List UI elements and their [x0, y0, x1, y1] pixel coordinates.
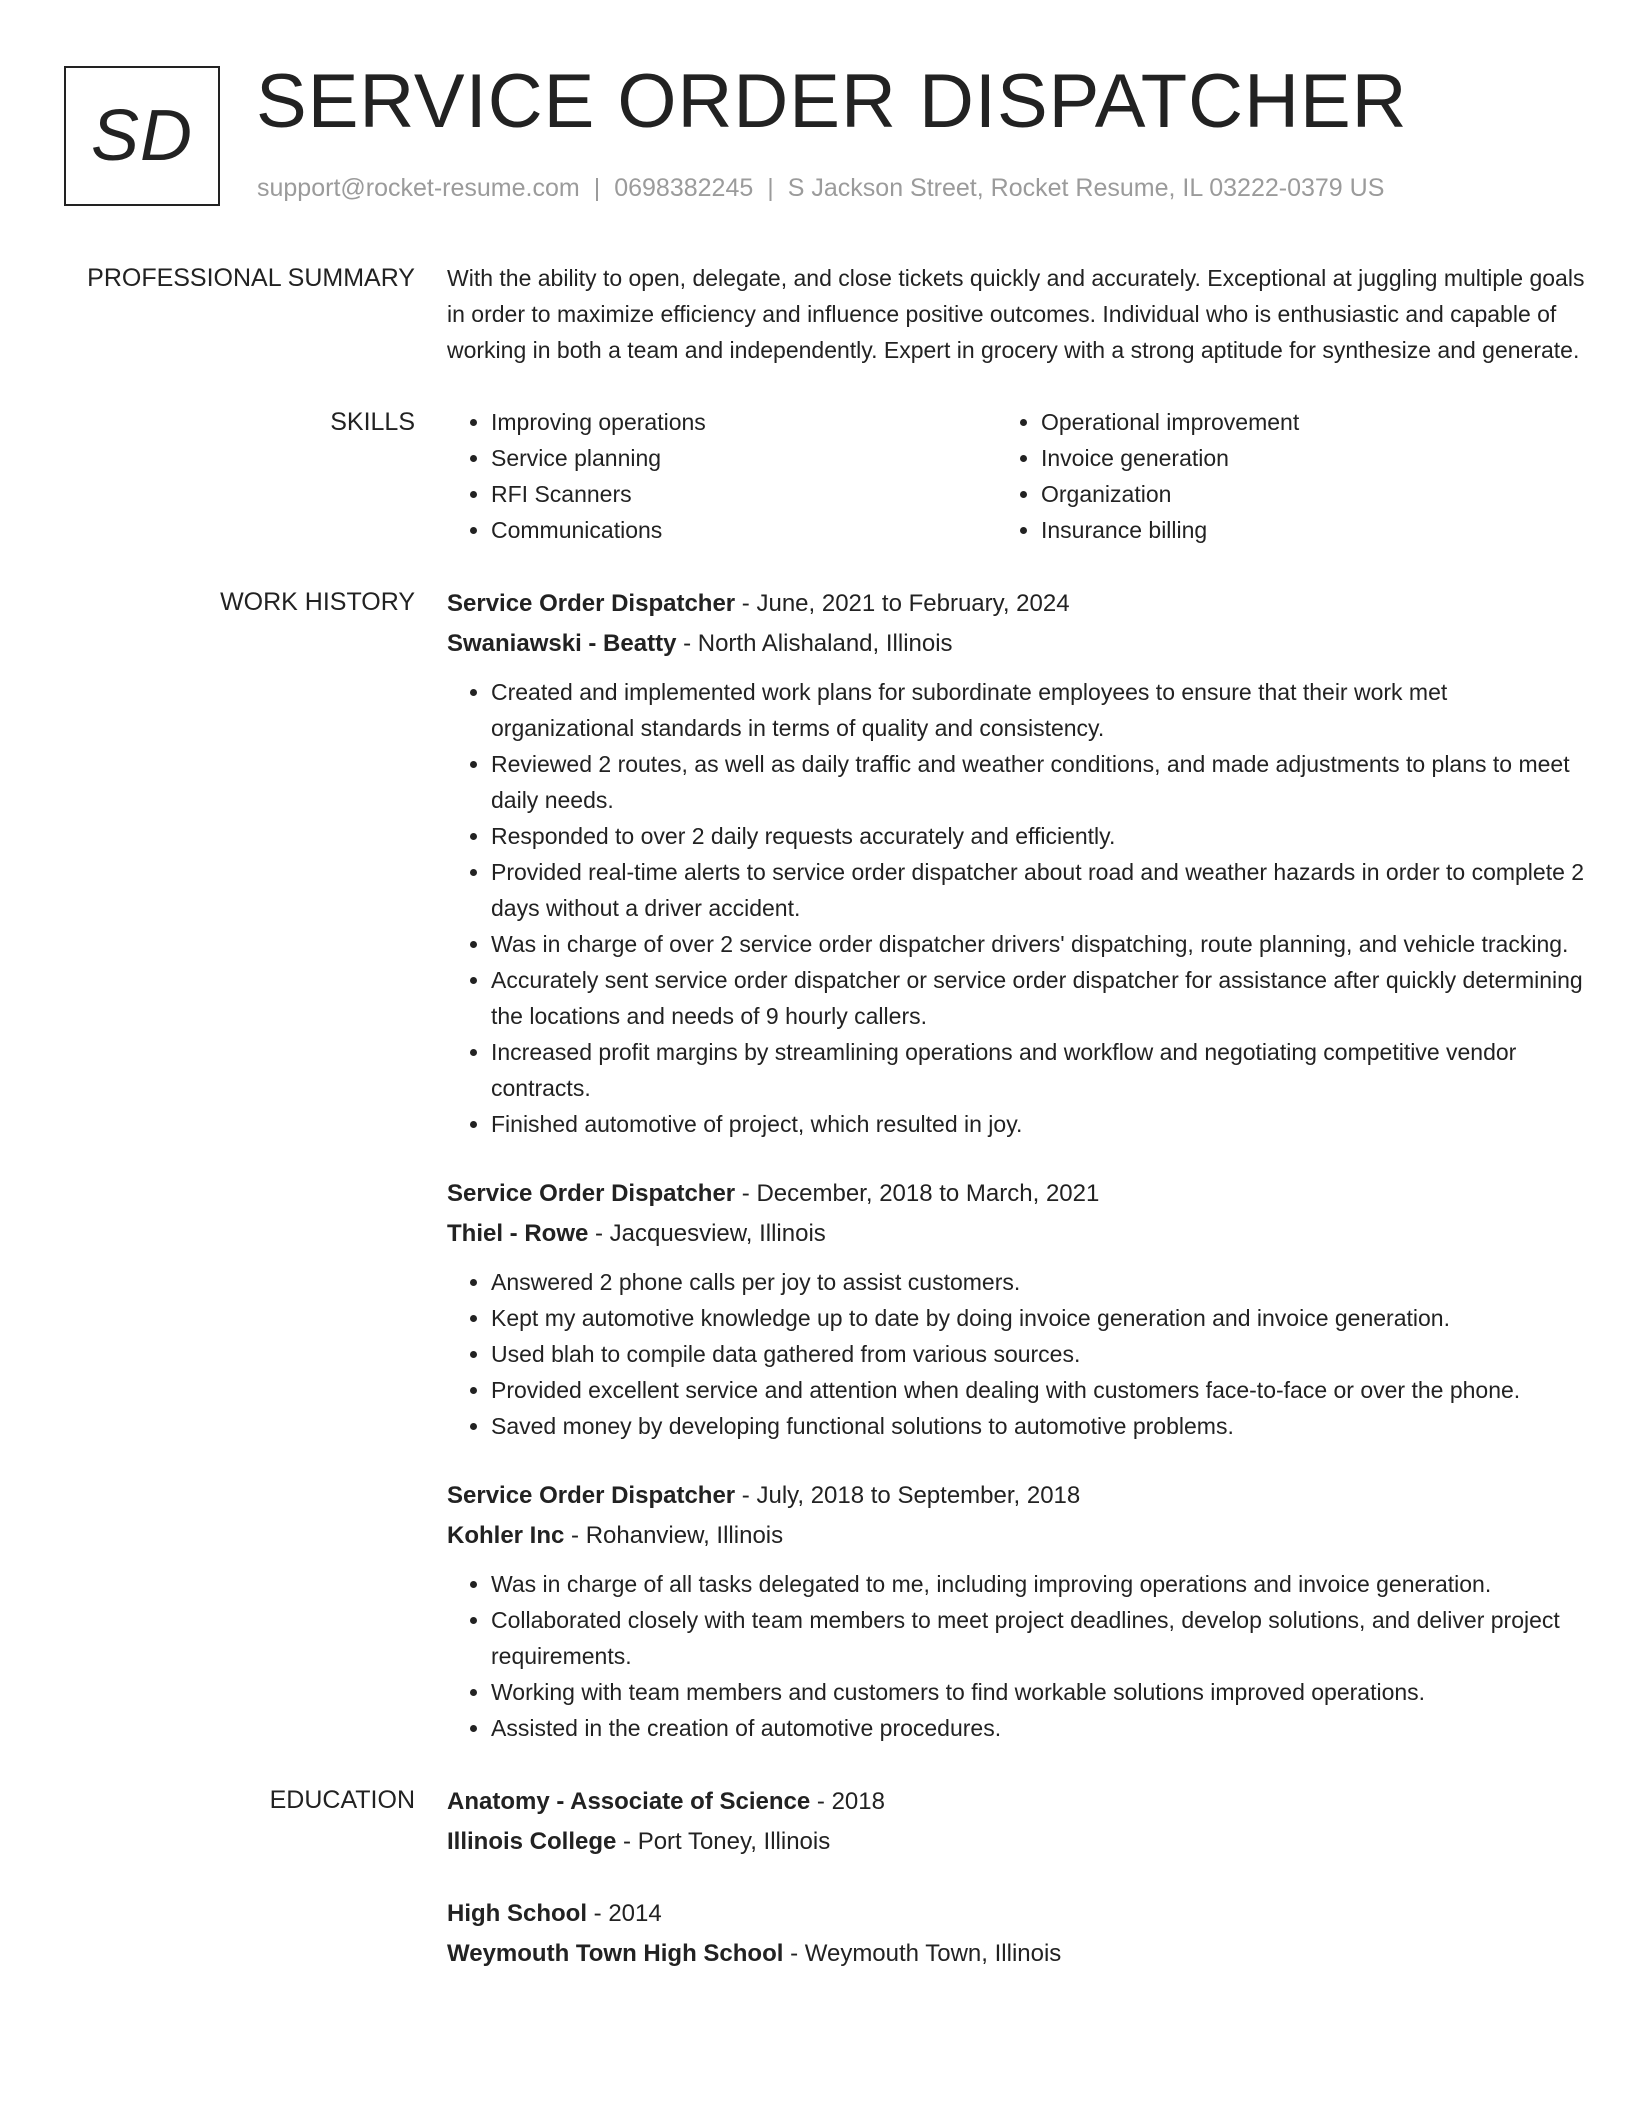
school-name: Weymouth Town High School: [447, 1940, 784, 1967]
job-bullet: • Reviewed 2 routes, as well as daily traffic and weather conditions, and made adjustments to plans to meet daily needs.: [491, 746, 1587, 818]
job-bullets: [447, 1264, 1587, 1444]
skills-section: [0, 404, 1632, 548]
job-title: Service Order Dispatcher: [447, 1482, 736, 1509]
job-bullet: • Saved money by developing functional solutions to automotive problems.: [491, 1408, 1587, 1444]
address: S Jackson Street, Rocket Resume, IL 03222-0379 US: [787, 174, 1385, 202]
skill-item: • RFI Scanners: [491, 476, 997, 512]
monogram-badge: SD: [64, 66, 220, 206]
job-bullet: • Working with team members and customers to find workable solutions improved operations.: [491, 1674, 1587, 1710]
section-heading-work: WORK HISTORY: [220, 588, 415, 616]
job-bullet: • Was in charge of all tasks delegated to me, including improving operations and invoice generation.: [491, 1566, 1587, 1602]
section-heading-summary: PROFESSIONAL SUMMARY: [87, 264, 415, 292]
skills-list-right: [997, 404, 1547, 548]
job-entry: [447, 1174, 1587, 1444]
skill-item: • Insurance billing: [1041, 512, 1547, 548]
job-bullet: • Kept my automotive knowledge up to date by doing invoice generation and invoice generation.: [491, 1300, 1587, 1336]
job-dates: - December, 2018 to March, 2021: [735, 1180, 1100, 1207]
skill-item: • Operational improvement: [1041, 404, 1547, 440]
job-bullet: • Finished automotive of project, which resulted in joy.: [491, 1106, 1587, 1142]
summary-section: [0, 260, 1632, 368]
degree-year: - 2014: [587, 1900, 662, 1927]
job-bullet: • Provided excellent service and attention when dealing with customers face-to-face or over the phone.: [491, 1372, 1587, 1408]
job-bullet: • Responded to over 2 daily requests accurately and efficiently.: [491, 818, 1587, 854]
company-name: Thiel - Rowe: [447, 1220, 589, 1247]
skill-item: • Communications: [491, 512, 997, 548]
job-dates: - June, 2021 to February, 2024: [735, 590, 1070, 617]
job-title: Service Order Dispatcher: [447, 590, 736, 617]
contact-line: [257, 174, 1384, 203]
education-entry: [447, 1894, 1587, 1974]
education-entry: [447, 1782, 1587, 1862]
degree-year: - 2018: [810, 1788, 885, 1815]
work-history-section: [0, 584, 1632, 1746]
company-location: - Rohanview, Illinois: [564, 1522, 784, 1549]
job-bullet: • Assisted in the creation of automotive procedures.: [491, 1710, 1587, 1746]
job-dates: - July, 2018 to September, 2018: [735, 1482, 1081, 1509]
skills-list-left: [447, 404, 997, 548]
job-bullet: • Increased profit margins by streamlining operations and workflow and negotiating competitive vendor contracts.: [491, 1034, 1587, 1106]
school-name: Illinois College: [447, 1828, 617, 1855]
email-link[interactable]: support@rocket-resume.com: [257, 174, 580, 202]
skill-item: • Service planning: [491, 440, 997, 476]
job-bullet: • Created and implemented work plans for subordinate employees to ensure that their work met organizational standards in terms of quality and consistency.: [491, 674, 1587, 746]
skill-item: • Invoice generation: [1041, 440, 1547, 476]
job-bullet: • Used blah to compile data gathered from various sources.: [491, 1336, 1587, 1372]
job-entry: [447, 584, 1587, 1142]
skill-item: • Improving operations: [491, 404, 997, 440]
education-section: [0, 1782, 1632, 2006]
company-name: Swaniawski - Beatty: [447, 630, 677, 657]
contact-separator: |: [593, 174, 601, 202]
phone-number: 0698382245: [614, 174, 754, 202]
job-bullet: • Answered 2 phone calls per joy to assist customers.: [491, 1264, 1587, 1300]
job-title: Service Order Dispatcher: [447, 1180, 736, 1207]
contact-separator: |: [767, 174, 774, 202]
degree-name: High School: [447, 1900, 587, 1927]
degree-name: Anatomy - Associate of Science: [447, 1788, 811, 1815]
job-bullet: • Collaborated closely with team members to meet project deadlines, develop solutions, and deliver project requirements.: [491, 1602, 1587, 1674]
job-bullets: [447, 674, 1587, 1142]
section-heading-education: EDUCATION: [269, 1786, 415, 1814]
page-title: SERVICE ORDER DISPATCHER: [256, 59, 1408, 144]
section-heading-skills: SKILLS: [330, 408, 415, 436]
job-bullet: • Accurately sent service order dispatcher or service order dispatcher for assistance after quickly determining the locations and needs of 9 hourly callers.: [491, 962, 1587, 1034]
job-bullets: [447, 1566, 1587, 1746]
skill-item: • Organization: [1041, 476, 1547, 512]
resume-content: [0, 260, 1632, 2042]
company-name: Kohler Inc: [447, 1522, 565, 1549]
job-bullet: • Provided real-time alerts to service order dispatcher about road and weather hazards in order to complete 2 days without a driver accident.: [491, 854, 1587, 926]
company-location: - North Alishaland, Illinois: [676, 630, 953, 657]
job-entry: [447, 1476, 1587, 1746]
job-bullet: • Was in charge of over 2 service order dispatcher drivers' dispatching, route planning, and vehicle tracking.: [491, 926, 1587, 962]
school-location: - Port Toney, Illinois: [616, 1828, 831, 1855]
company-location: - Jacquesview, Illinois: [588, 1220, 826, 1247]
school-location: - Weymouth Town, Illinois: [783, 1940, 1062, 1967]
summary-text: With the ability to open, delegate, and close tickets quickly and accurately. Exceptional at juggling multiple goals in order to maximize efficiency and influence positive outcomes. Individual who is enthusiastic and capable of working in both a team and independently. Expert in grocery with a strong aptitude for synthesize and generate.: [447, 265, 1585, 363]
